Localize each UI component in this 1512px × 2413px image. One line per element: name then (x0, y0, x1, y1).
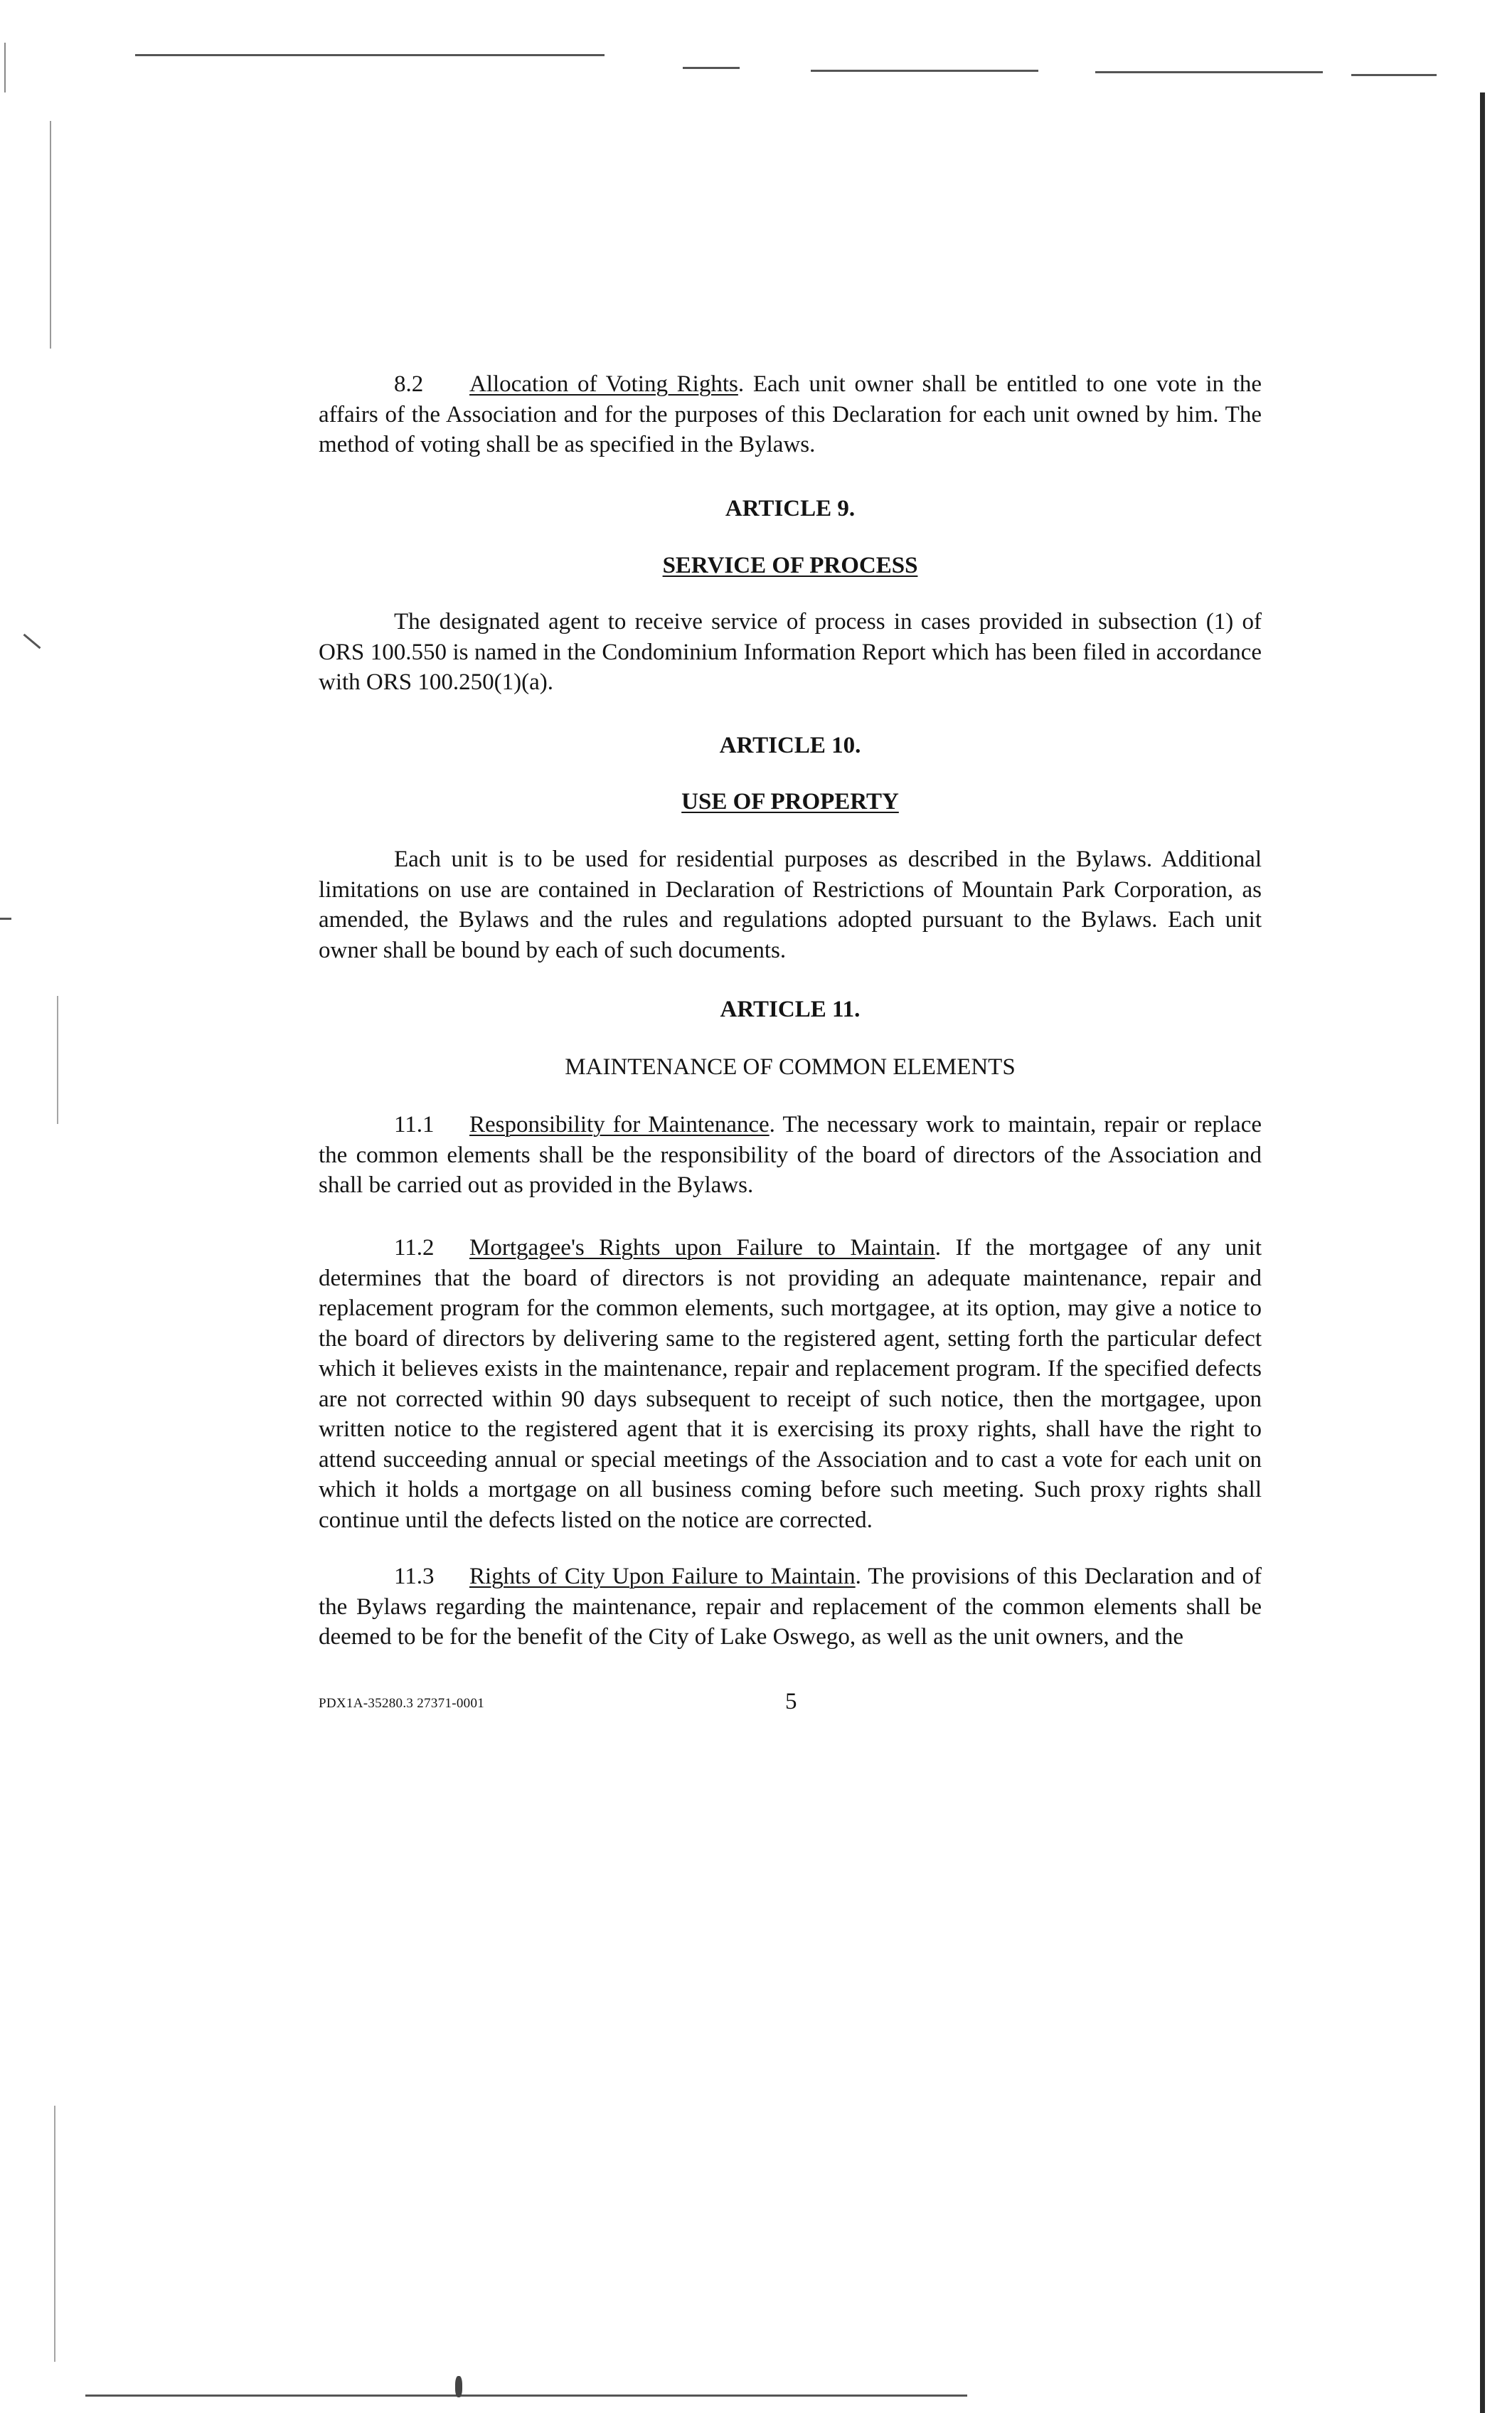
section-8-2 (319, 369, 1262, 460)
bottom-scan-line (85, 2395, 967, 2397)
section-title: Rights of City Upon Failure to Maintain (469, 1564, 856, 1589)
top-scan-line-2 (683, 67, 740, 69)
section-title: Mortgagee's Rights upon Failure to Maintain (469, 1235, 935, 1261)
document-code: PDX1A-35280.3 27371-0001 (319, 1696, 485, 1711)
left-binding-line-2 (57, 996, 58, 1124)
section-text: . The necessary work to maintain, repair or replace the common elements shall be the responsibility of the board of directors of the Association and shall be carried out as provided in the Bylaws. (319, 1112, 1262, 1198)
top-scan-line-4 (1095, 71, 1323, 73)
left-edge-mark (4, 43, 6, 92)
article-11-heading: ARTICLE 11. (720, 997, 861, 1022)
speck (455, 2376, 462, 2397)
top-scan-line-3 (811, 70, 1038, 72)
right-edge-shadow (1480, 92, 1485, 2413)
left-binding-line (50, 121, 51, 349)
section-text: . Each unit owner shall be entitled to one vote in the affairs of the Association and for the purposes of this Declaration for each unit owned by him. The method of voting shall be as specified in the Bylaws. (319, 371, 1262, 457)
section-number: 11.3 (394, 1564, 435, 1589)
page-number: 5 (785, 1689, 797, 1714)
top-scan-line-5 (1351, 74, 1437, 76)
section-11-3 (319, 1561, 1262, 1653)
article-10-heading: ARTICLE 10. (719, 733, 861, 758)
article-10-text: Each unit is to be used for residential purposes as described in the Bylaws. Additional limitations on use are contained in Declaration of Restrictions of Mountain Park Corporation, as amended, the Bylaws and the rules and regulations adopted pursuant to the Bylaws. Each unit owner shall be bound by each of such documents. (319, 847, 1262, 963)
article-9-heading: ARTICLE 9. (725, 496, 856, 521)
section-number: 11.2 (394, 1235, 435, 1261)
section-number: 8.2 (394, 371, 424, 397)
section-title: Allocation of Voting Rights (469, 371, 738, 397)
article-9-text: The designated agent to receive service of process in cases provided in subsection (1) of ORS 100.550 is named in the Condominium Information Report which has been filed in accordance with ORS 100.250(1)(a). (319, 609, 1262, 695)
article-10-body (319, 844, 1262, 965)
left-margin-tick (0, 918, 11, 920)
section-11-2 (319, 1233, 1262, 1535)
article-10-subheading: USE OF PROPERTY (681, 789, 899, 815)
article-11-subheading: MAINTENANCE OF COMMON ELEMENTS (565, 1054, 1016, 1080)
section-11-1 (319, 1110, 1262, 1201)
top-scan-line (135, 54, 605, 56)
section-title: Responsibility for Maintenance (469, 1112, 770, 1137)
left-binding-line-3 (54, 2106, 55, 2362)
article-9-body (319, 607, 1262, 698)
section-text: . The provisions of this Declaration and of the Bylaws regarding the maintenance, repair and replacement of the common elements shall be deemed to be for the benefit of the City of Lake Oswego, as well as the unit owners, and the (319, 1564, 1262, 1650)
section-number: 11.1 (394, 1112, 435, 1137)
left-margin-mark (23, 634, 41, 649)
article-9-subheading: SERVICE OF PROCESS (662, 553, 918, 578)
section-text: . If the mortgagee of any unit determines that the board of directors is not providing an adequate maintenance, repair and replacement program for the common elements, such mortgagee, at its option, may give a notice to the board of directors by delivering same to the registered agent, setting forth the particular defect which it believes exists in the maintenance, repair and replacement program. If the specified defects are not corrected within 90 days subsequent to receipt of such notice, then the mortgagee, upon written notice to the registered agent that it is exercising its proxy rights, shall have the right to attend succeeding annual or special meetings of the Association and to cast a vote for each unit on which it holds a mortgage on all business coming before such meeting. Such proxy rights shall continue until the defects listed on the notice are corrected. (319, 1235, 1262, 1533)
